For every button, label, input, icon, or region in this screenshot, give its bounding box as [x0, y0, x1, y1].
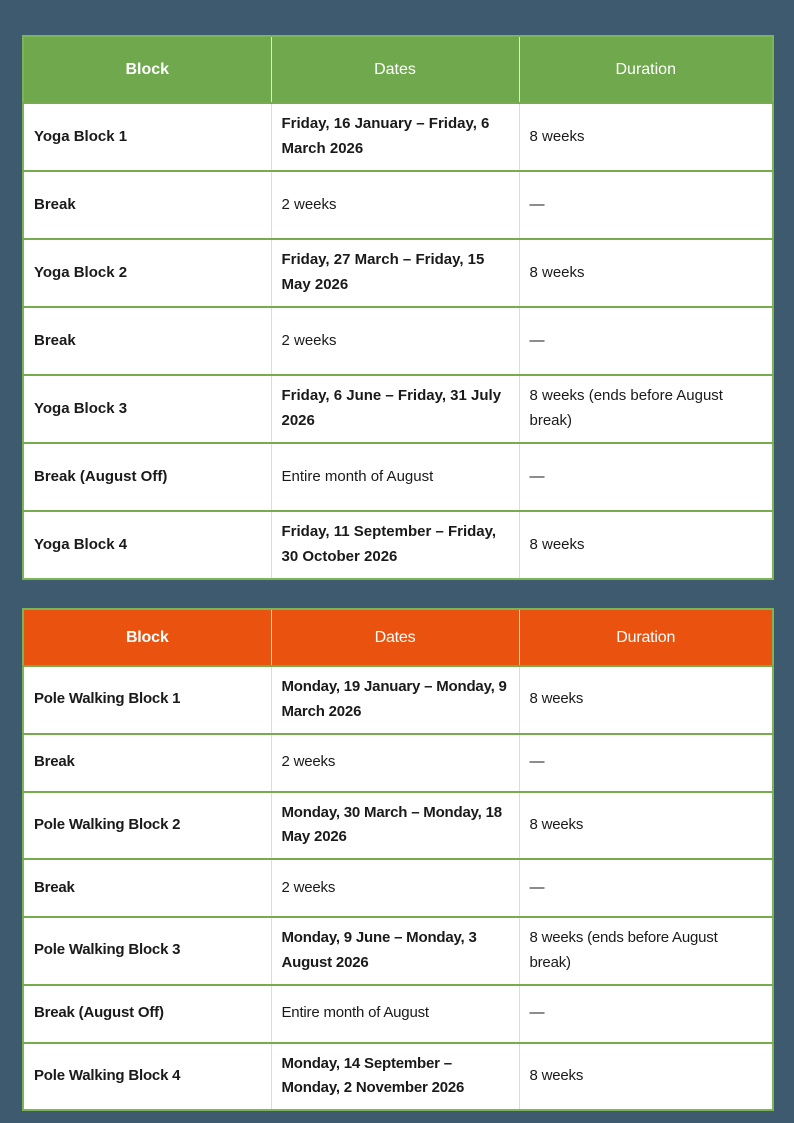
table-row — [23, 307, 773, 375]
cell-duration: — — [519, 859, 773, 917]
column-header-duration: Duration — [519, 36, 773, 103]
cell-dates: 2 weeks — [271, 859, 519, 917]
column-header-dates: Dates — [271, 36, 519, 103]
cell-block: Yoga Block 2 — [23, 239, 271, 307]
cell-block: Break — [23, 734, 271, 792]
yoga-schedule-table — [22, 35, 774, 580]
cell-block: Yoga Block 4 — [23, 511, 271, 579]
cell-duration: — — [519, 985, 773, 1043]
cell-duration: 8 weeks (ends before August break) — [519, 375, 773, 443]
cell-duration: 8 weeks — [519, 792, 773, 860]
column-header-block: Block — [23, 609, 271, 666]
table-row — [23, 375, 773, 443]
cell-duration: — — [519, 443, 773, 511]
cell-duration: — — [519, 734, 773, 792]
cell-duration: 8 weeks (ends before August break) — [519, 917, 773, 985]
pole-walking-schedule-header-row — [23, 609, 773, 666]
column-header-dates: Dates — [271, 609, 519, 666]
cell-dates: Friday, 6 June – Friday, 31 July 2026 — [271, 375, 519, 443]
cell-duration: 8 weeks — [519, 1043, 773, 1111]
cell-duration: 8 weeks — [519, 239, 773, 307]
table-row — [23, 511, 773, 579]
table-row — [23, 1043, 773, 1111]
cell-dates: Friday, 11 September – Friday, 30 October 2026 — [271, 511, 519, 579]
table-row — [23, 239, 773, 307]
cell-duration: — — [519, 307, 773, 375]
cell-dates: Friday, 27 March – Friday, 15 May 2026 — [271, 239, 519, 307]
table-row — [23, 917, 773, 985]
pole-walking-schedule-table — [22, 608, 774, 1111]
cell-dates: Entire month of August — [271, 443, 519, 511]
cell-block: Yoga Block 3 — [23, 375, 271, 443]
table-row — [23, 792, 773, 860]
column-header-duration: Duration — [519, 609, 773, 666]
cell-block: Break (August Off) — [23, 985, 271, 1043]
cell-dates: Monday, 9 June – Monday, 3 August 2026 — [271, 917, 519, 985]
cell-block: Pole Walking Block 3 — [23, 917, 271, 985]
table-row — [23, 734, 773, 792]
cell-block: Break — [23, 859, 271, 917]
cell-dates: Monday, 14 September – Monday, 2 November 2026 — [271, 1043, 519, 1111]
cell-duration: 8 weeks — [519, 511, 773, 579]
table-row — [23, 985, 773, 1043]
table-row — [23, 171, 773, 239]
cell-block: Pole Walking Block 1 — [23, 666, 271, 734]
cell-duration: — — [519, 171, 773, 239]
table-row — [23, 443, 773, 511]
cell-block: Pole Walking Block 4 — [23, 1043, 271, 1111]
yoga-schedule-header-row — [23, 36, 773, 103]
cell-dates: Friday, 16 January – Friday, 6 March 2026 — [271, 103, 519, 171]
cell-dates: Monday, 30 March – Monday, 18 May 2026 — [271, 792, 519, 860]
cell-duration: 8 weeks — [519, 666, 773, 734]
cell-dates: 2 weeks — [271, 171, 519, 239]
table-row — [23, 859, 773, 917]
cell-dates: 2 weeks — [271, 307, 519, 375]
cell-block: Pole Walking Block 2 — [23, 792, 271, 860]
cell-dates: 2 weeks — [271, 734, 519, 792]
cell-dates: Entire month of August — [271, 985, 519, 1043]
table-row — [23, 666, 773, 734]
cell-block: Break (August Off) — [23, 443, 271, 511]
cell-duration: 8 weeks — [519, 103, 773, 171]
column-header-block: Block — [23, 36, 271, 103]
cell-block: Yoga Block 1 — [23, 103, 271, 171]
cell-block: Break — [23, 171, 271, 239]
table-row — [23, 103, 773, 171]
cell-block: Break — [23, 307, 271, 375]
cell-dates: Monday, 19 January – Monday, 9 March 2026 — [271, 666, 519, 734]
